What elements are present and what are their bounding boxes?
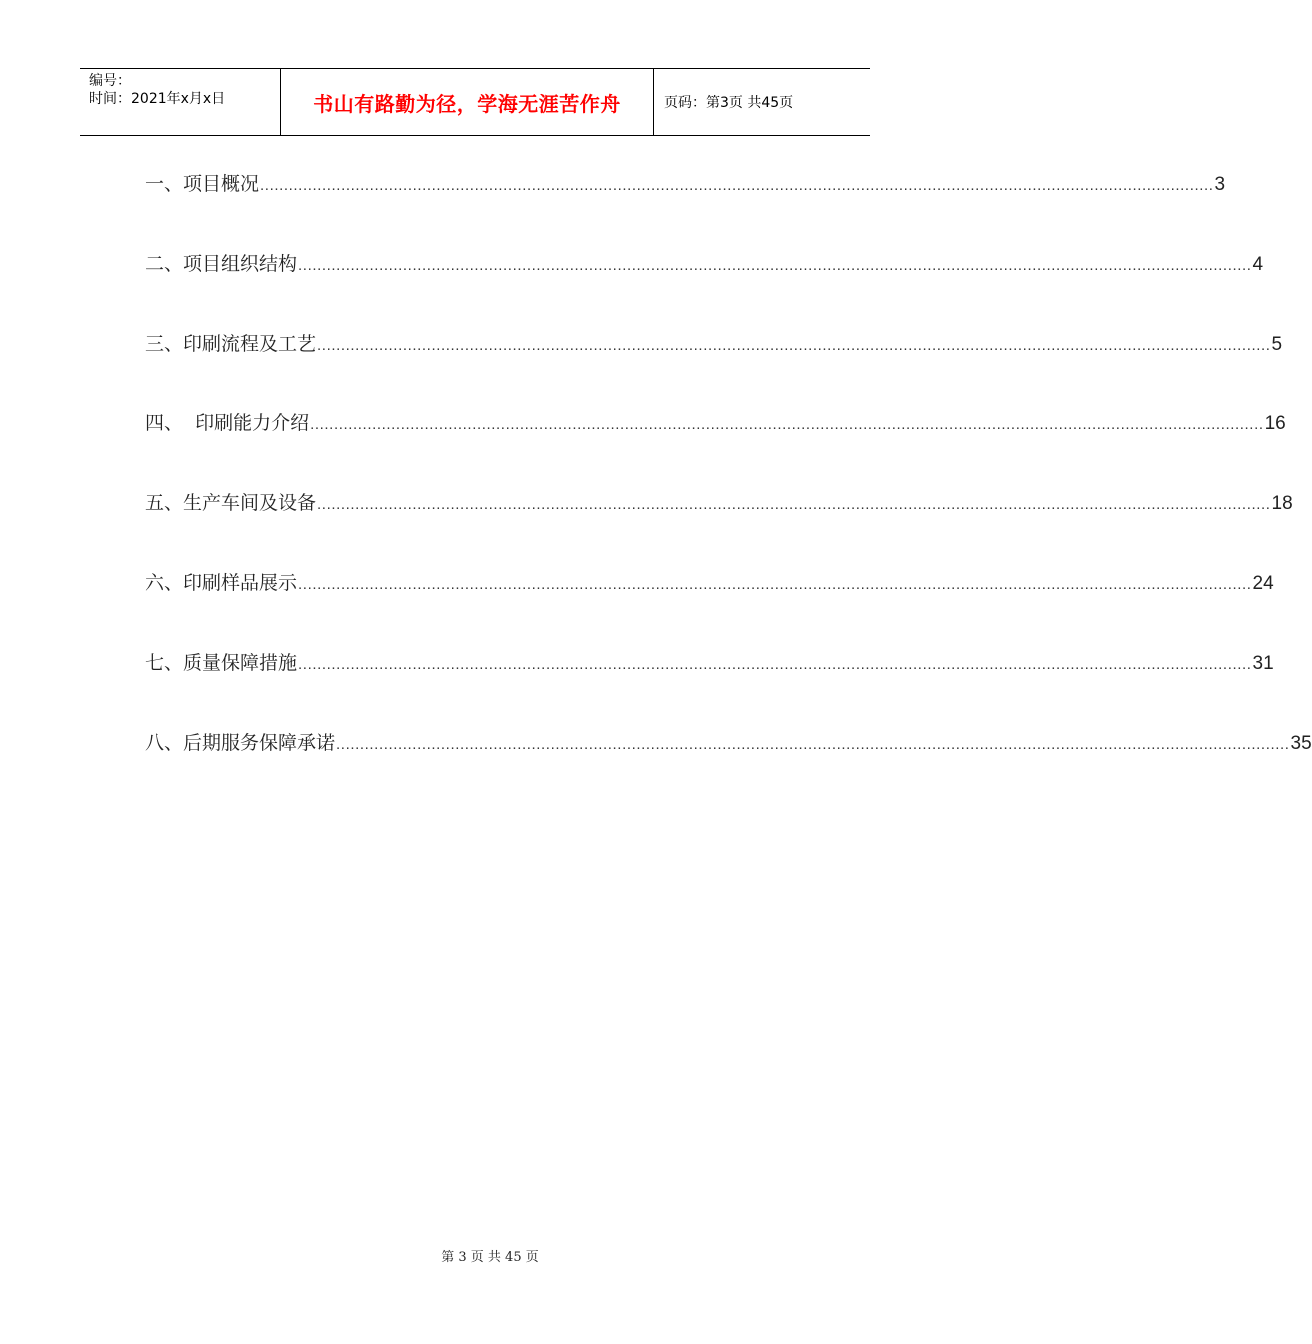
toc-entry-number: 三、	[145, 332, 184, 355]
toc-entry-number: 八、	[145, 731, 184, 754]
document-number-label: 编号：	[89, 73, 131, 89]
page-header	[80, 68, 870, 136]
document-time-label: 时间：2021年x月x日	[89, 91, 226, 107]
toc-entry-page: 16	[1264, 413, 1286, 435]
toc-leader-dots: ........................................................................................................................................................................................................	[298, 655, 1252, 673]
toc-entry-title: 印刷能力介绍	[195, 412, 310, 435]
toc-entry-title: 印刷样品展示	[183, 571, 298, 594]
toc-entry-page: 4	[1252, 253, 1264, 275]
toc-entry-page: 3	[1214, 174, 1226, 195]
toc-leader-dots: ........................................................................................................................................................................................................	[317, 496, 1271, 514]
page-footer: 第 3 页 共 45 页	[441, 1250, 539, 1265]
toc-entry[interactable]	[145, 649, 1274, 678]
toc-entry[interactable]	[145, 170, 1226, 199]
toc-entry[interactable]	[145, 330, 1283, 359]
toc-entry-number: 五、	[145, 492, 184, 515]
toc-entry-title: 后期服务保障承诺	[183, 731, 336, 754]
toc-entry-title: 项目组织结构	[183, 252, 298, 275]
toc-entry-page: 31	[1252, 652, 1274, 674]
toc-entry[interactable]	[145, 489, 1293, 518]
toc-entry-title: 生产车间及设备	[183, 492, 317, 515]
toc-entry[interactable]	[145, 569, 1274, 598]
header-meta	[80, 69, 281, 135]
toc-entry-page: 35	[1290, 732, 1312, 754]
header-page-info: 页码：第3页 共45页	[664, 95, 794, 111]
toc-entry-page: 18	[1271, 493, 1293, 515]
toc-entry-number: 二、	[145, 252, 184, 275]
toc-entry-number: 七、	[145, 651, 184, 674]
toc-entry[interactable]	[145, 409, 1286, 438]
toc-entry[interactable]	[145, 729, 1312, 758]
header-motto: 书山有路勤为径，学海无涯苦作舟	[281, 69, 654, 135]
toc-leader-dots: ........................................................................................................................................................................................................	[298, 256, 1252, 274]
toc-leader-dots: ........................................................................................................................................................................................................	[317, 336, 1271, 354]
toc-entry-page: 5	[1271, 333, 1283, 355]
toc-leader-dots: ........................................................................................................................................................................................................	[310, 416, 1264, 434]
toc-entry-title: 印刷流程及工艺	[183, 332, 317, 355]
toc-entry-number: 一、	[145, 173, 184, 195]
toc-entry-number: 六、	[145, 571, 184, 594]
toc-leader-dots: ........................................................................................................................................................................................................	[260, 177, 1214, 194]
toc-entry-title: 项目概况	[183, 173, 260, 195]
toc-leader-dots: ........................................................................................................................................................................................................	[298, 575, 1252, 593]
toc-entry-title: 质量保障措施	[183, 651, 298, 674]
toc-leader-dots: ........................................................................................................................................................................................................	[336, 735, 1290, 753]
table-of-contents	[145, 170, 1312, 808]
toc-entry-number: 四、	[145, 412, 196, 435]
toc-entry[interactable]	[145, 250, 1264, 279]
toc-entry-page: 24	[1252, 572, 1274, 594]
